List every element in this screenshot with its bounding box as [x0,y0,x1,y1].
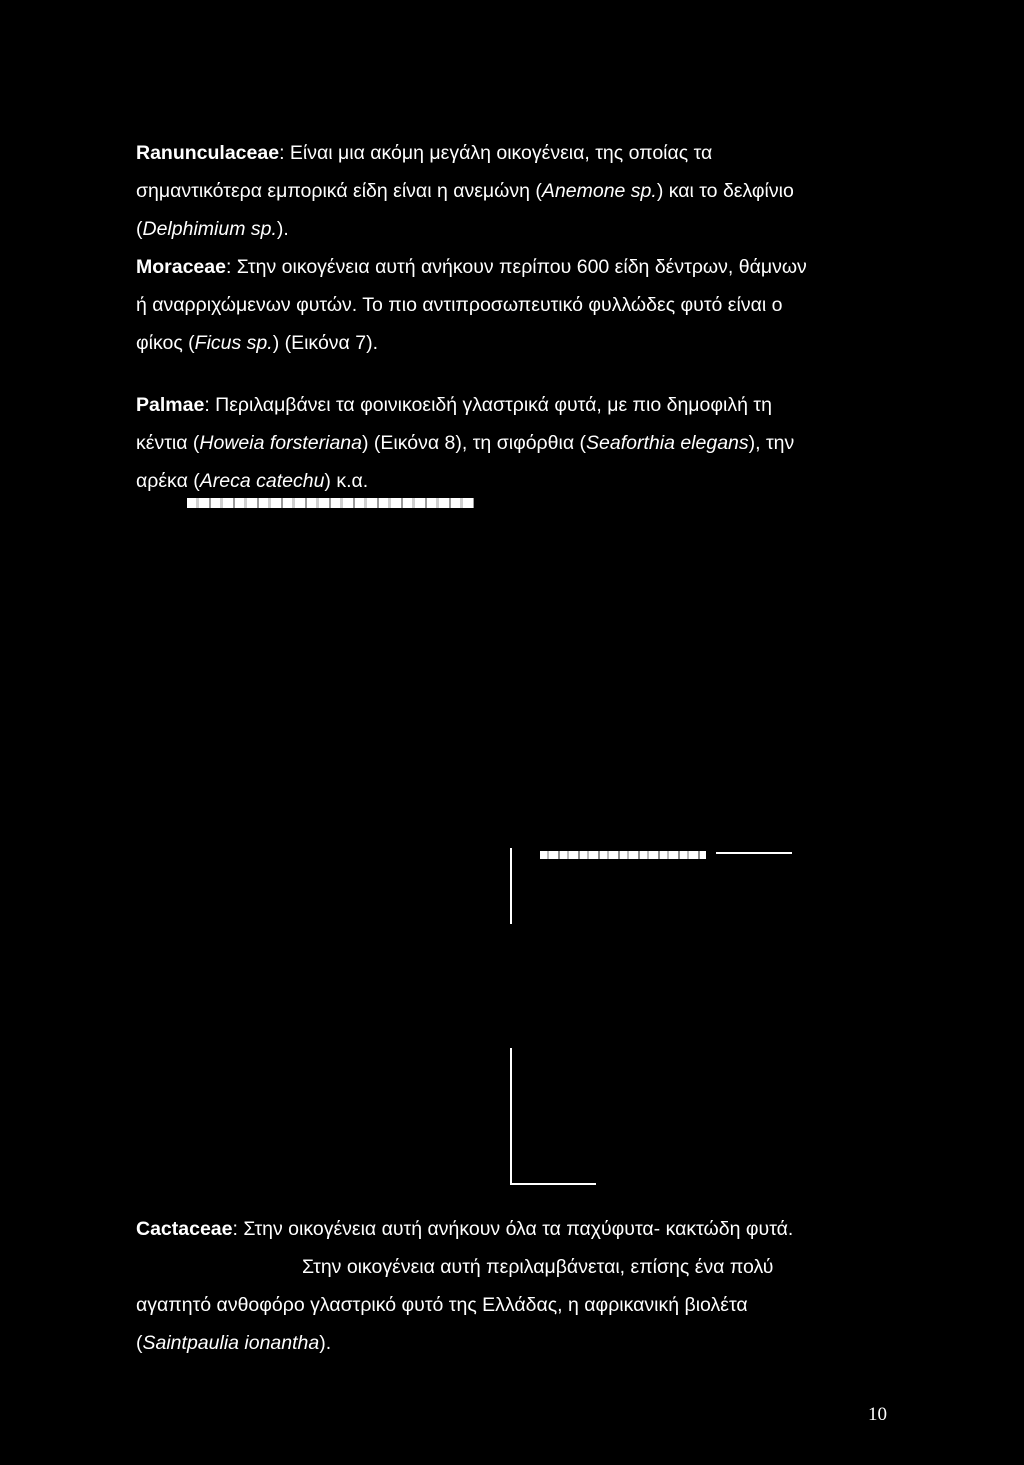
paragraph-moraceae [136,248,888,362]
cactaceae-line-1 [136,1210,888,1248]
ranunculaceae-text-3a: ( [136,218,143,240]
palmae-text-3b: ) κ.α. [324,470,369,492]
paragraph-palmae [136,386,888,500]
moraceae-text-1: : Στην οικογένεια αυτή ανήκουν περίπου 600 είδη δέντρων, θάμνων [225,256,807,278]
figure-8-left-edge-lower [510,1048,512,1184]
figure-7-image [187,494,474,508]
cactaceae-text-2: Στην οικογένεια αυτή περιλαμβάνεται, επίσης ένα πολύ [302,1256,774,1278]
cactaceae-line-2 [136,1248,888,1286]
palmae-text-2c: ), την [748,432,795,454]
palmae-text-2b: ) (Εικόνα 8), τη σιφόρθια ( [362,432,587,454]
moraceae-text-3b: ) (Εικόνα 7). [272,332,378,354]
paragraph-ranunculaceae [136,134,888,248]
cactaceae-text-4b: ). [319,1332,332,1354]
moraceae-text-2: ή αναρριχώμενων φυτών. Το πιο αντιπροσωπευτικό φυλλώδες φυτό είναι ο [136,294,783,316]
palmae-line-1 [136,386,888,424]
ranunculaceae-text-2a: σημαντικότερα εμπορικά είδη είναι η ανεμώνη ( [136,180,542,202]
species-anemone: Anemone sp. [541,180,657,202]
figure-8-top-line [716,852,792,854]
species-seaforthia: Seaforthia elegans [586,432,749,454]
ranunculaceae-line-3 [136,210,888,248]
species-howeia: Howeia forsteriana [199,432,363,454]
species-areca: Areca catechu [199,470,325,492]
page-number: 10 [868,1404,887,1425]
paragraph-cactaceae [136,1210,888,1362]
moraceae-line-3 [136,324,888,362]
ranunculaceae-line-1 [136,134,888,172]
moraceae-text-3a: φίκος ( [136,332,195,354]
cactaceae-text-4a: ( [136,1332,143,1354]
palmae-text-2a: κέντια ( [136,432,200,454]
palmae-line-2 [136,424,888,462]
species-saintpaulia: Saintpaulia ionantha [142,1332,320,1354]
moraceae-line-1 [136,248,888,286]
cactaceae-text-3: αγαπητό ανθοφόρο γλαστρικό φυτό της Ελλάδας, η αφρικανική βιολέτα [136,1294,748,1316]
palmae-text-3a: αρέκα ( [136,470,200,492]
species-ficus: Ficus sp. [194,332,273,354]
cactaceae-line-3 [136,1286,888,1324]
ranunculaceae-line-2 [136,172,888,210]
cactaceae-text-1: : Στην οικογένεια αυτή ανήκουν όλα τα παχύφυτα- κακτώδη φυτά. [232,1218,794,1240]
term-cactaceae: Cactaceae [136,1218,233,1240]
figure-8-left-edge-upper [510,848,512,924]
ranunculaceae-text-1: : Είναι μια ακόμη μεγάλη οικογένεια, της οποίας τα [279,142,713,164]
palmae-text-1: : Περιλαμβάνει τα φοινικοειδή γλαστρικά φυτά, με πιο δημοφιλή τη [204,394,772,416]
figure-8-bottom-edge [510,1183,596,1185]
ranunculaceae-text-3b: ). [276,218,289,240]
cactaceae-line-4 [136,1324,888,1362]
term-ranunculaceae: Ranunculaceae [136,142,280,164]
moraceae-line-2 [136,286,888,324]
species-delphimium: Delphimium sp. [142,218,277,240]
ranunculaceae-text-2b: ) και το δελφίνιο [656,180,794,202]
term-palmae: Palmae [136,394,205,416]
figure-8-top-edge [540,851,706,859]
term-moraceae: Moraceae [136,256,226,278]
